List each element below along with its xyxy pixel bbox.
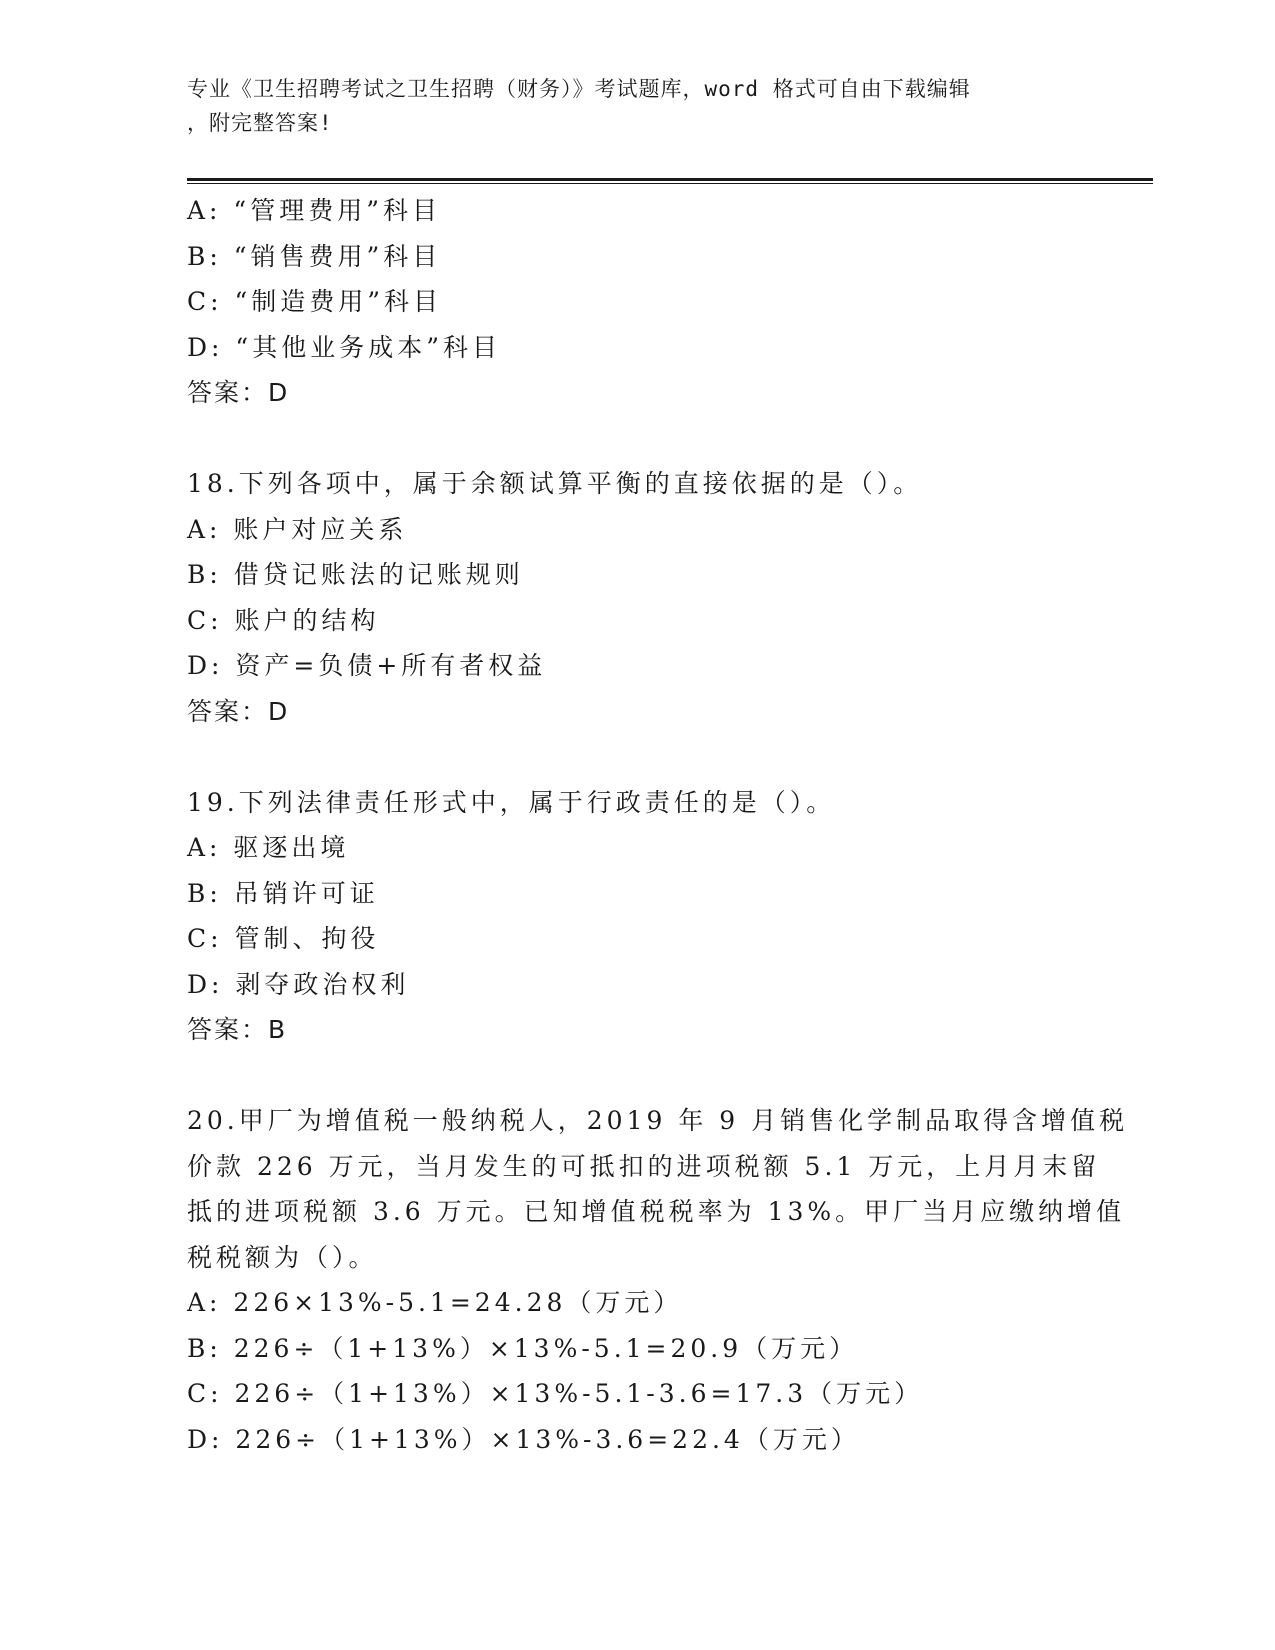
q20-question-line-4: 税税额为（）。 xyxy=(187,1242,378,1272)
q20-option-c: C: 226÷（1+13%）×13%-5.1-3.6=17.3（万元） xyxy=(187,1379,924,1408)
q17-option-d: D: “其他业务成本”科目 xyxy=(187,332,501,362)
q18-option-c: C: 账户的结构 xyxy=(187,605,380,635)
q19-question: 19.下列法律责任形式中，属于行政责任的是（）。 xyxy=(187,787,836,817)
header-line-1: 专业《卫生招聘考试之卫生招聘（财务）》考试题库，word 格式可自由下载编辑 xyxy=(187,77,971,101)
q18-option-b: B: 借贷记账法的记账规则 xyxy=(187,560,524,589)
header-line-2: ，附完整答案! xyxy=(187,111,333,135)
q17-option-a: A: “管理费用”科目 xyxy=(187,196,441,225)
q20-option-a: A: 226×13%-5.1=24.28（万元） xyxy=(187,1288,683,1317)
spacer xyxy=(187,416,1087,462)
q20-option-d: D: 226÷（1+13%）×13%-3.6=22.4（万元） xyxy=(187,1424,860,1454)
q20-option-b: B: 226÷（1+13%）×13%-5.1=20.9（万元） xyxy=(187,1333,859,1363)
header-rule-thin xyxy=(187,183,1153,184)
q17-answer: 答案：D xyxy=(187,378,290,407)
document-body xyxy=(187,188,1129,1462)
question-20 xyxy=(187,1098,1129,1462)
q19-option-d: D: 剥夺政治权利 xyxy=(187,969,410,999)
q18-answer: 答案：D xyxy=(187,696,290,726)
document-header xyxy=(187,72,1067,140)
q18-question: 18.下列各项中，属于余额试算平衡的直接依据的是（）。 xyxy=(187,469,923,498)
q17-option-c: C: “制造费用”科目 xyxy=(187,287,443,316)
question-17 xyxy=(187,188,1087,416)
spacer xyxy=(187,1053,1087,1099)
q19-option-a: A: 驱逐出境 xyxy=(187,833,350,862)
q18-option-d: D: 资产=负债+所有者权益 xyxy=(187,651,547,680)
q17-option-b: B: “销售费用”科目 xyxy=(187,241,442,271)
q19-option-b: B: 吊销许可证 xyxy=(187,878,379,908)
q20-question-line-3: 抵的进项税额 3.6 万元。已知增值税税率为 13%。甲厂当月应缴纳增值 xyxy=(187,1197,1126,1226)
spacer xyxy=(187,734,1087,780)
q19-answer: 答案：B xyxy=(187,1015,288,1044)
header-rule-thick xyxy=(187,178,1153,181)
question-18 xyxy=(187,461,1087,734)
q19-option-c: C: 管制、拘役 xyxy=(187,924,380,953)
q20-question-line-2: 价款 226 万元，当月发生的可抵扣的进项税额 5.1 万元，上月月末留 xyxy=(187,1151,1101,1181)
q18-option-a: A: 账户对应关系 xyxy=(187,514,408,544)
question-19 xyxy=(187,780,1087,1053)
q20-question-line-1: 20.甲厂为增值税一般纳税人，2019 年 9 月销售化学制品取得含增值税 xyxy=(187,1106,1129,1135)
